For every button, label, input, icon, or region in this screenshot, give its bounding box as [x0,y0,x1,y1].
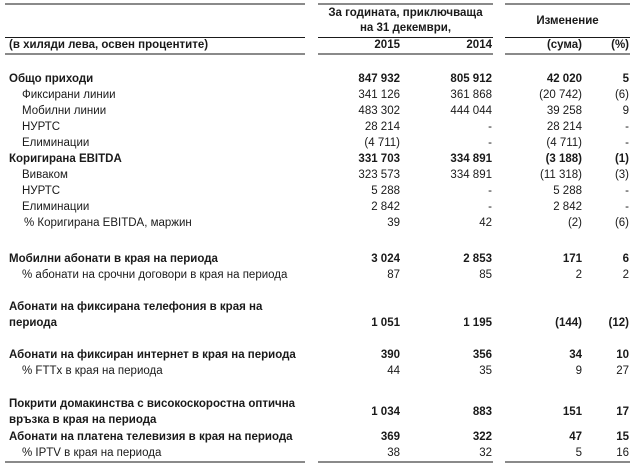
row-label: Коригирана EBITDA [9,153,122,165]
change-percent: 16 [616,447,629,459]
change-amount: 2 842 [553,201,582,213]
table-row-fixed-lines [0,87,635,103]
table-row-fixed-telephony [0,315,635,331]
change-percent: 6 [622,253,629,265]
table-row-mobile-subscribers [0,251,635,267]
value-2015: 331 703 [358,153,400,165]
change-percent: 9 [622,105,629,117]
period-heading-line2: на 31 декември, [359,22,452,34]
row-label: Абонати на фиксиран интернет в края на периода [9,349,296,361]
value-2015: 323 573 [358,169,400,181]
top-rule-label [5,3,305,5]
change-percent: - [625,121,629,133]
table-row-fiber-households-values [0,404,635,420]
row-label: Виваком [22,169,68,181]
change-percent: - [625,185,629,197]
table-row-fttx-share [0,363,635,379]
value-2015: 39 [387,217,400,229]
value-2014: 322 [472,431,492,443]
table-row-fixed-internet [0,347,635,363]
year-2014-header: 2014 [466,39,492,51]
value-2014: 35 [479,365,492,377]
value-2014: 85 [479,269,492,281]
period-heading [318,6,493,36]
row-label: % абонати на срочни договори в края на периода [22,269,288,281]
table-row-eliminations-ebitda [0,199,635,215]
table-row-nurts-ebitda [0,183,635,199]
change-amount: (3 188) [545,153,582,165]
change-amount: 28 214 [546,121,582,133]
value-2014: 334 891 [450,153,492,165]
value-2015: 38 [387,447,400,459]
table-row-total-revenue [0,71,635,87]
bottom-rule-label [5,461,305,463]
value-2015: (4 711) [364,137,400,149]
change-percent-header: (%) [611,39,629,51]
change-heading: Изменение [536,15,599,27]
value-2014: 361 868 [450,89,492,101]
change-percent: (6) [614,217,629,229]
change-percent: (6) [614,89,629,101]
value-2014: - [488,185,492,197]
value-2014: 883 [472,406,492,418]
change-percent: (1) [614,153,629,165]
change-amount: 9 [575,365,582,377]
value-2015: 5 288 [371,185,400,197]
change-amount: (144) [555,317,582,329]
change-percent: (3) [614,169,629,181]
change-percent: 5 [622,73,629,85]
change-amount: 2 [575,269,582,281]
value-2014: 356 [472,349,492,361]
row-label: Покрити домакинства с високоскоростна оптична [9,398,296,410]
row-label-continued: периода [9,317,58,329]
table-row-eliminations-revenue [0,135,635,151]
change-amount: 5 [575,447,582,459]
value-2015: 847 932 [358,73,400,85]
row-label: Елиминации [22,201,90,213]
value-2014: 42 [479,217,492,229]
table-row-vivacom [0,167,635,183]
value-2015: 1 051 [371,317,400,329]
row-label: Фиксирани линии [22,89,116,101]
value-2015: 28 214 [364,121,400,133]
value-2014: 1 195 [463,317,492,329]
row-label: НУРТС [22,121,61,133]
row-label: Абонати на платена телевизия в края на периода [9,431,293,443]
value-2015: 3 024 [371,253,400,265]
change-percent: 27 [616,365,629,377]
change-percent: (12) [608,317,629,329]
change-percent: 10 [616,349,629,361]
subheader-rule-label [5,53,305,55]
table-row-nurts-revenue [0,119,635,135]
bottom-rule-change [505,461,630,463]
value-2014: 32 [479,447,492,459]
change-percent: 15 [616,431,629,443]
value-2014: - [488,201,492,213]
bottom-rule-years [318,461,493,463]
unit-label: (в хиляди лева, освен процентите) [9,39,209,51]
value-2014: - [488,137,492,149]
change-percent: - [625,137,629,149]
change-percent: - [625,201,629,213]
column-header-row [0,37,635,53]
change-amount: 5 288 [553,185,582,197]
value-2015: 369 [380,431,400,443]
row-label: Общо приходи [9,73,94,85]
table-row-pay-tv [0,429,635,445]
value-2015: 390 [380,349,400,361]
value-2015: 87 [387,269,400,281]
value-2015: 341 126 [358,89,400,101]
change-percent: 17 [616,406,629,418]
change-amount-header: (сума) [546,39,582,51]
value-2014: - [488,121,492,133]
row-label: Елиминации [22,137,90,149]
value-2014: 334 891 [450,169,492,181]
value-2014: 444 044 [450,105,492,117]
table-row-postpaid-share [0,267,635,283]
change-amount: 42 020 [546,73,582,85]
row-label: % FTTx в края на периода [22,365,163,377]
subheader-rule-change [505,53,630,55]
row-label: Мобилни абонати в края на периода [9,253,218,265]
row-label: % Коригирана EBITDA, маржин [24,217,192,229]
change-amount: (20 742) [539,89,582,101]
table-row-iptv-share [0,445,635,461]
table-row-adjusted-ebitda [0,151,635,167]
row-label: НУРТС [22,185,61,197]
value-2015: 483 302 [358,105,400,117]
value-2015: 44 [387,365,400,377]
period-heading-line1: За годината, приключваща [328,7,483,19]
change-amount: (4 711) [546,137,582,149]
value-2015: 1 034 [371,406,400,418]
year-2015-header: 2015 [374,39,400,51]
value-2015: 2 842 [371,201,400,213]
change-amount: 151 [562,406,582,418]
value-2014: 805 912 [450,73,492,85]
row-label: % IPTV в края на периода [22,447,162,459]
top-rule-change [505,3,630,5]
value-2014: 2 853 [463,253,492,265]
change-amount: 47 [569,431,582,443]
change-amount: (11 318) [540,169,582,181]
subheader-rule-years [318,53,493,55]
table-row-ebitda-margin [0,215,635,231]
change-amount: 171 [562,253,582,265]
row-label: Абонати на фиксирана телефония в края на [9,301,263,313]
row-label-continued: връзка в края на периода [9,414,157,426]
row-label: Мобилни линии [22,105,107,117]
change-amount: (2) [567,217,582,229]
change-percent: 2 [622,269,629,281]
table-row-fixed-telephony-label1 [0,299,635,315]
table-row-mobile-lines [0,103,635,119]
change-amount: 39 258 [546,105,582,117]
top-rule-years [318,3,493,5]
change-amount: 34 [569,349,582,361]
